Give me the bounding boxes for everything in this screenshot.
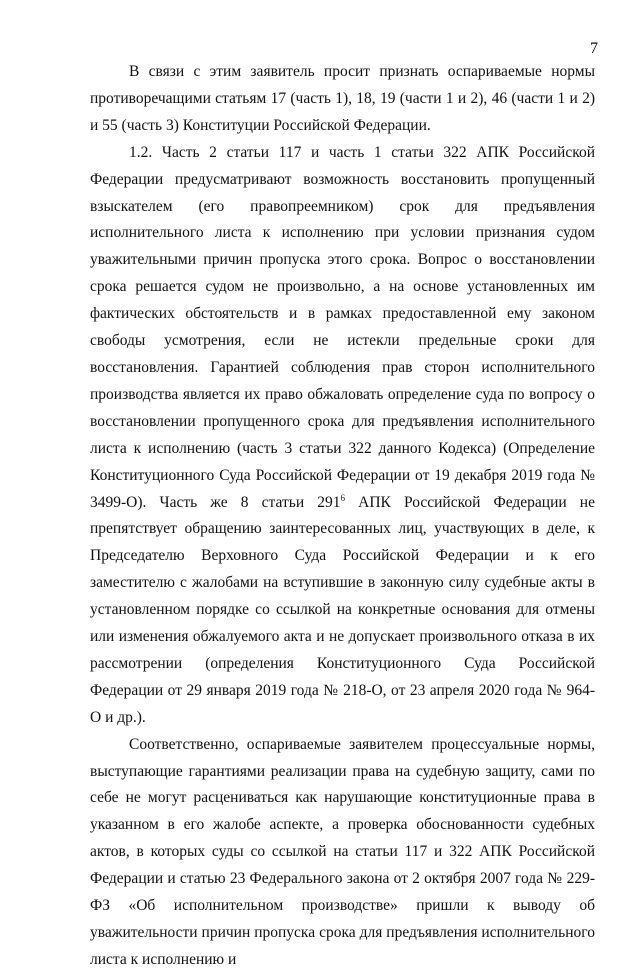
page-number: 7 xyxy=(590,40,598,57)
paragraph-section-1-2-text-a: 1.2. Часть 2 статьи 117 и часть 1 статьи 322 АПК Российской Федерации предусматривают возможность восстановить пропущенный взыскателем (его правопреемником) срок для предъявления исполнительного листа к исполнению при условии признания судом уважительными причин пропуска этого срока. Вопрос о восстановлении срока решается судом не произвольно, а на основе установленных им фактических обстоятельств и в рамках предоставленной ему законом свободы усмотрения, если не истекли предельные сроки для восстановления. Гарантией соблюдения прав сторон исполнительного производства является их право обжаловать определение суда по вопросу о восстановлении пропущенного срока для предъявления исполнительного листа к исполнению (часть 3 статьи 322 данного Кодекса) (Определение Конституционного Суда Российской Федерации от 19 декабря 2019 года № 3499-О). Часть же 8 статьи 291 xyxy=(90,143,595,511)
paragraph-request: В связи с этим заявитель просит признать оспариваемые нормы противоречащими статьям 17 (часть 1), 18, 19 (части 1 и 2), 46 (части 1 и 2) и 55 (часть 3) Конституции Российской Федерации. xyxy=(90,63,595,134)
paragraph-section-1-2 xyxy=(90,140,595,732)
document-body xyxy=(90,59,595,974)
paragraph-conclusion: Соответственно, оспариваемые заявителем процессуальные нормы, выступающие гарантиями реализации права на судебную защиту, сами по себе не могут расцениваться как нарушающие конституционные права в указанном в его жалобе аспекте, а проверка обоснованности судебных актов, в которых суды со ссылкой на статьи 117 и 322 АПК Российской Федерации и статью 23 Федерального закона от 2 октября 2007 года № 229-ФЗ «Об исполнительном производстве» пришли к выводу об уважительности причин пропуска срока для предъявления исполнительного листа к исполнению и xyxy=(90,735,595,968)
superscript-article-index: 6 xyxy=(340,492,346,503)
paragraph-section-1-2-text-b: АПК Российской Федерации не препятствует обращению заинтересованных лиц, участвующих в деле, к Председателю Верховного Суда Российской Федерации и к его заместителю с жалобами на вступившие в законную силу судебные акты в установленном порядке со ссылкой на конкретные основания для отмены или изменения обжалуемого акта и не допускает произвольного отказа в их рассмотрении (определения Конституционного Суда Российской Федерации от 29 января 2019 года № 218-О, от 23 апреля 2020 года № 964-О и др.). xyxy=(90,493,595,726)
